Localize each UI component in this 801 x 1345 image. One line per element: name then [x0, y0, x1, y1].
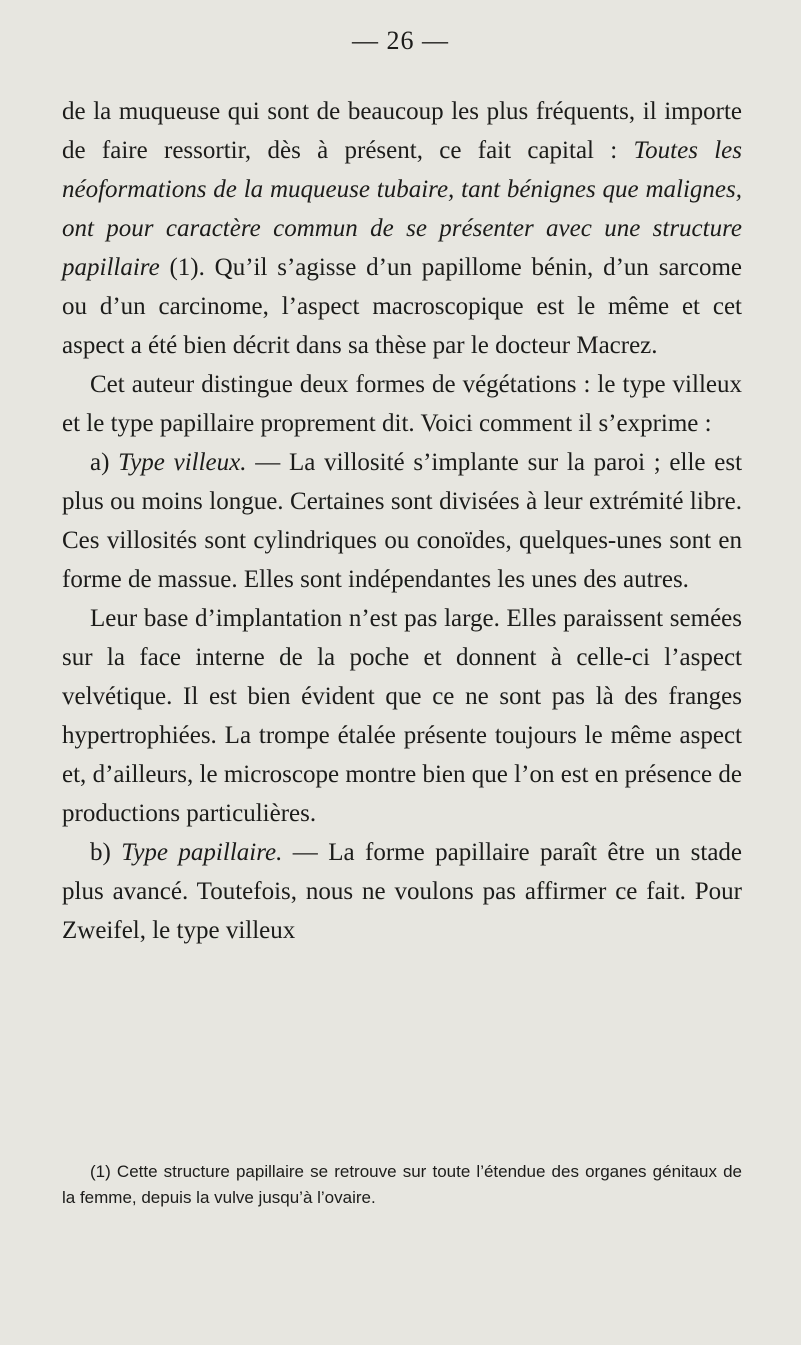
- paragraph-4: Leur base d’implantation n’est pas large. Elles paraissent semées sur la face interne de la poche et donnent à celle-ci l’aspect velvétique. Il est bien évident que ce ne sont pas là des franges hypertrophiées. La trompe étalée présente toujours le même aspect et, d’ailleurs, le microscope montre bien que l’on est en présence de productions particulières.: [62, 605, 742, 827]
- paragraph-5-heading: Type papillaire.: [121, 839, 283, 866]
- footnote: [62, 1159, 742, 1211]
- paragraph-3: [62, 443, 742, 599]
- paragraph-1-italic: Toutes les néoformations de la muqueuse tubaire, tant bénignes que malignes, ont pour caractère commun de se présenter avec une structure papillaire: [62, 137, 743, 281]
- paragraph-1-end: Qu’il s’agisse d’un papillome bénin, d’un sarcome ou d’un carcinome, l’aspect macroscopique est le même et cet aspect a été bien décrit dans sa thèse par le docteur Macrez.: [62, 254, 742, 359]
- paragraph-3-text: — La villosité s’implante sur la paroi ; elle est plus ou moins longue. Certaines sont divisées à leur extrémité libre. Ces villosités sont cylindriques ou conoïdes, quelques-unes sont en forme de massue. Elles sont indépendantes les unes des autres.: [62, 449, 743, 593]
- paragraph-1: [62, 92, 742, 365]
- paragraph-5-text: — La forme papillaire paraît être un stade plus avancé. Toutefois, nous ne voulons pas affirmer ce fait. Pour Zweifel, le type villeux: [62, 839, 743, 944]
- page-number: — 26 —: [352, 26, 449, 55]
- footnote-text: (1) Cette structure papillaire se retrouve sur toute l’étendue des organes génitaux de la femme, depuis la vulve jusqu’à l’ovaire.: [62, 1162, 742, 1207]
- paragraph-5-prefix: b): [90, 839, 122, 866]
- paragraph-3-prefix: a): [90, 449, 119, 476]
- paragraph-3-heading: Type villeux.: [118, 449, 247, 476]
- main-text: [62, 92, 742, 950]
- paragraph-5: [62, 833, 742, 950]
- paragraph-1-start: de la muqueuse qui sont de beaucoup les plus fréquents, il importe de faire ressortir, dès à présent, ce fait capital :: [62, 98, 742, 164]
- footnote-reference: (1).: [159, 254, 205, 281]
- paragraph-2: Cet auteur distingue deux formes de végétations : le type villeux et le type papillaire proprement dit. Voici comment il s’exprime :: [62, 371, 742, 437]
